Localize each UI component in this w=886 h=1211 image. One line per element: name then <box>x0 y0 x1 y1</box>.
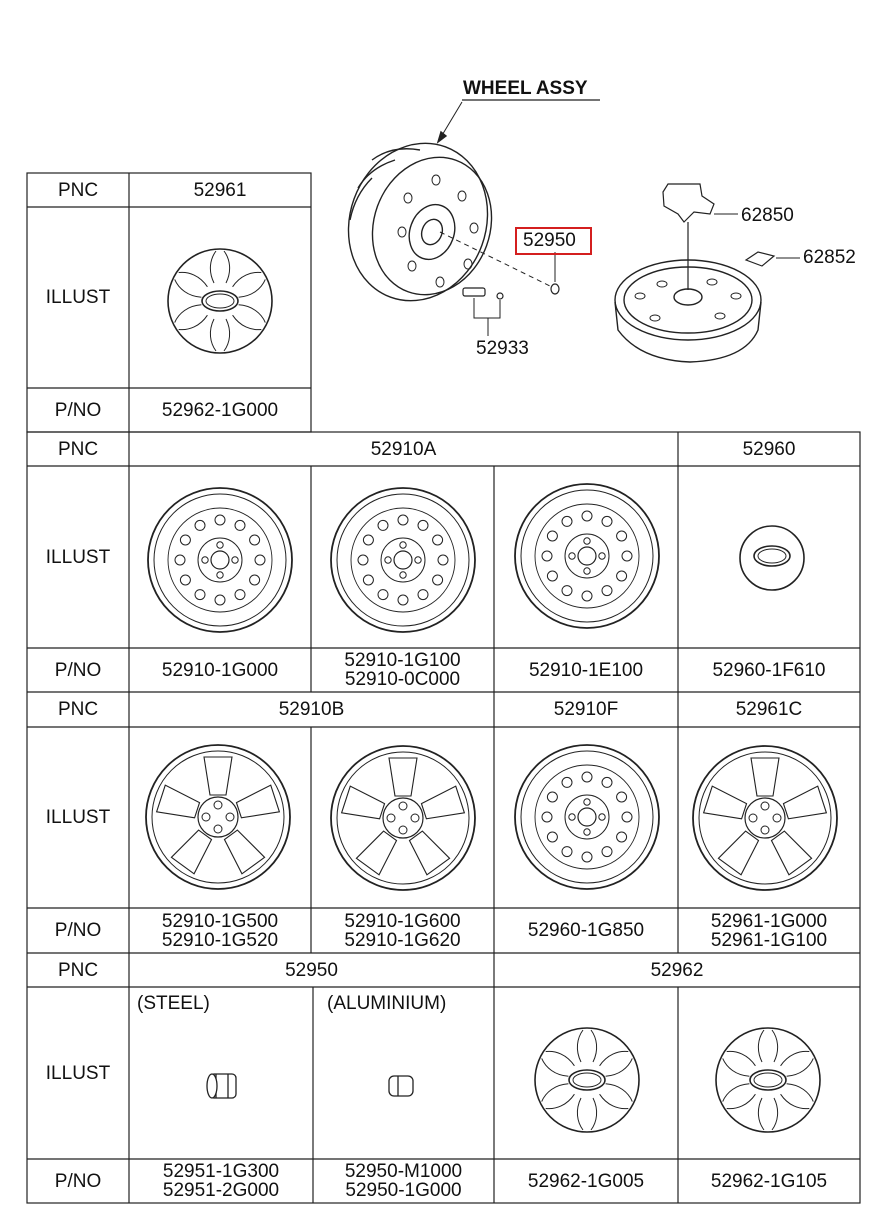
callout-52950: 52950 <box>523 230 576 251</box>
nut-steel-drawing <box>207 1074 236 1098</box>
row-label-pno: P/NO <box>54 399 102 421</box>
pnc-52962: 52962 <box>650 959 704 981</box>
pno-52960-1g850: 52960-1G850 <box>527 920 645 941</box>
pno-pair <box>129 908 311 953</box>
row-label-pnc: PNC <box>57 959 99 981</box>
pno-52951-2g000: 52951-2G000 <box>162 1180 280 1201</box>
hubcap-52961-drawing <box>168 249 272 353</box>
wheel-52961-1g000-drawing <box>693 746 837 890</box>
pnc-52910a: 52910A <box>370 438 437 460</box>
hubcap-52962-1g105-drawing <box>716 1028 820 1132</box>
pno-pair <box>313 1159 494 1203</box>
wheel-52960-1g850-drawing <box>515 745 659 889</box>
pno-pair <box>311 908 494 953</box>
pno-pair <box>678 908 860 953</box>
pno-52961-1g000: 52961-1G000 <box>710 910 828 932</box>
pnc-52960: 52960 <box>742 438 796 460</box>
cap-52960-1f610-drawing <box>740 526 804 590</box>
pno-52950-1g000: 52950-1G000 <box>345 1180 462 1201</box>
pno-52910-0c000: 52910-0C000 <box>344 669 461 690</box>
pno-52910-1g520: 52910-1G520 <box>161 929 279 951</box>
pno-52962-1g000: 52962-1G000 <box>161 399 279 421</box>
pno-pair <box>129 1159 313 1203</box>
nut-aluminium-drawing <box>389 1076 413 1096</box>
wheel-52910-1g600-drawing <box>331 746 475 890</box>
wheel-52910-1g500-drawing <box>146 745 290 889</box>
pno-52910-1g600: 52910-1G600 <box>344 910 461 932</box>
pno-52961-1g100: 52961-1G100 <box>710 929 828 951</box>
pnc-52961: 52961 <box>193 179 247 201</box>
row-label-pno: P/NO <box>54 659 102 681</box>
row-label-illust: ILLUST <box>45 287 111 308</box>
callout-52933: 52933 <box>476 338 529 359</box>
assembly-title: WHEEL ASSY <box>463 78 588 99</box>
pno-52962-1g005: 52962-1G005 <box>527 1170 645 1192</box>
pnc-52910f: 52910F <box>553 699 619 720</box>
pnc-52910b: 52910B <box>278 699 345 720</box>
row-label-illust: ILLUST <box>45 546 111 568</box>
row-label-pno: P/NO <box>54 920 102 941</box>
hubcap-52962-1g005-drawing <box>535 1028 639 1132</box>
pno-52960-1f610: 52960-1F610 <box>712 659 826 681</box>
pno-52910-1g000: 52910-1G000 <box>161 659 279 681</box>
pno-52950-m1000: 52950-M1000 <box>344 1161 463 1182</box>
pnc-52961c: 52961C <box>735 699 803 720</box>
wheel-52910-1e100-drawing <box>515 484 659 628</box>
row-label-pnc: PNC <box>57 699 99 720</box>
wheel-52910-1g100-drawing <box>331 488 475 632</box>
note-aluminium: (ALUMINIUM) <box>327 993 447 1014</box>
row-label-pnc: PNC <box>57 438 99 460</box>
pno-52951-1g300: 52951-1G300 <box>162 1161 280 1182</box>
pno-52910-1g500: 52910-1G500 <box>161 910 279 932</box>
pno-52910-1e100: 52910-1E100 <box>528 659 644 681</box>
row-label-pnc: PNC <box>57 179 99 201</box>
pno-52962-1g105: 52962-1G105 <box>710 1170 828 1192</box>
pnc-52950: 52950 <box>285 959 338 981</box>
pno-52910-1g100: 52910-1G100 <box>344 650 461 671</box>
row-label-illust: ILLUST <box>45 807 111 828</box>
note-steel: (STEEL) <box>137 993 210 1014</box>
pno-pair <box>311 648 494 692</box>
wheel-52910-1g000-drawing <box>148 488 292 632</box>
row-label-pno: P/NO <box>54 1170 102 1192</box>
callout-62852: 62852 <box>803 247 856 268</box>
callout-62850: 62850 <box>741 205 794 226</box>
row-label-illust: ILLUST <box>45 1062 111 1084</box>
pno-52910-1g620: 52910-1G620 <box>344 929 461 951</box>
